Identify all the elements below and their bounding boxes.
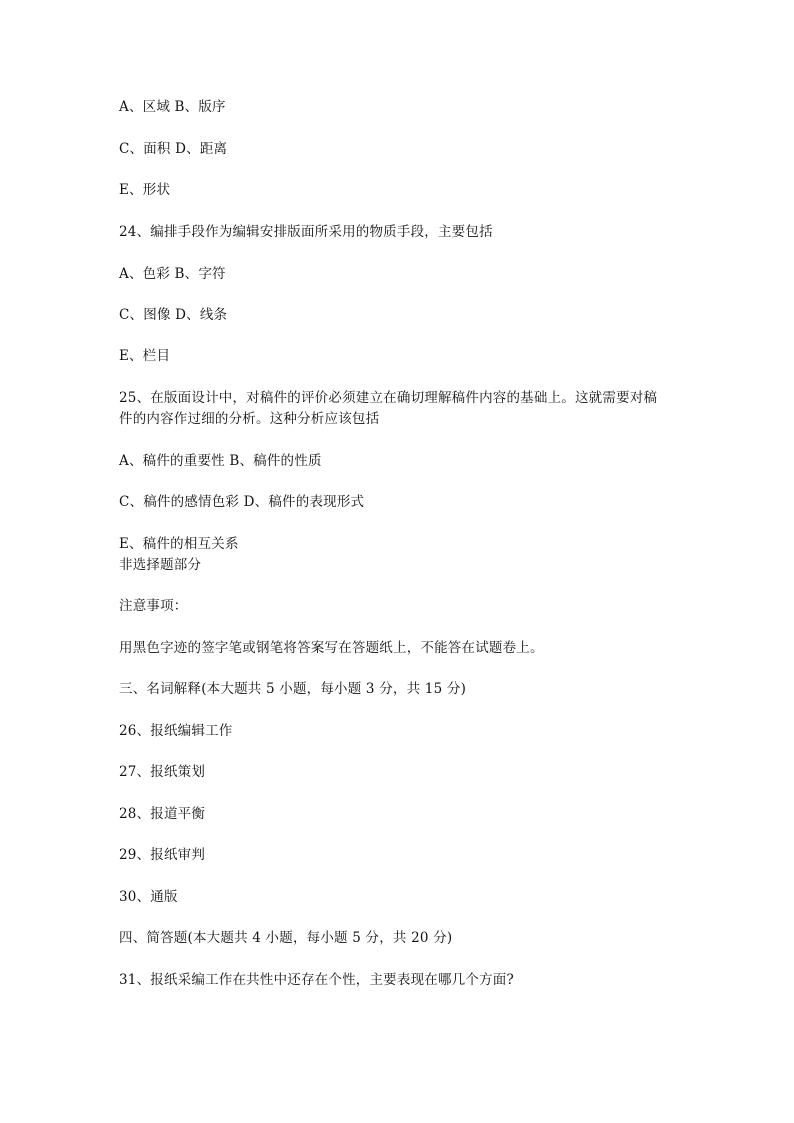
option-line-a-b-q24: A、色彩 B、字符	[119, 266, 226, 282]
question-27: 27、报纸策划	[119, 764, 206, 780]
option-line-c-d-q24: C、图像 D、线条	[119, 307, 228, 323]
option-line-e-q23: E、形状	[119, 182, 171, 198]
question-31: 31、报纸采编工作在共性中还存在个性，主要表现在哪几个方面?	[119, 972, 514, 988]
question-29: 29、报纸审判	[119, 847, 206, 863]
question-25-line-2: 件的内容作过细的分析。这种分析应该包括	[119, 411, 380, 427]
section-three-heading: 三、名词解释(本大题共 5 小题，每小题 3 分，共 15 分)	[119, 681, 467, 697]
notes-heading: 注意事项：	[119, 598, 188, 614]
option-line-a-b-q25: A、稿件的重要性 B、稿件的性质	[119, 453, 322, 469]
section-heading-non-choice: 非选择题部分	[119, 557, 202, 573]
option-line-e-q25: E、稿件的相互关系	[119, 536, 239, 552]
option-line-c-d-q25: C、稿件的感情色彩 D、稿件的表现形式	[119, 494, 365, 510]
option-line-c-d-q23: C、面积 D、距离	[119, 141, 228, 157]
question-28: 28、报道平衡	[119, 806, 206, 822]
option-line-a-b-q23: A、区域 B、版序	[119, 99, 226, 115]
option-line-e-q24: E、栏目	[119, 348, 171, 364]
question-26: 26、报纸编辑工作	[119, 723, 233, 739]
question-30: 30、通版	[119, 889, 178, 905]
question-24: 24、编排手段作为编辑安排版面所采用的物质手段，主要包括	[119, 224, 493, 240]
question-25-line-1: 25、在版面设计中，对稿件的评价必须建立在确切理解稿件内容的基础上。这就需要对稿	[119, 390, 658, 406]
section-four-heading: 四、简答题(本大题共 4 小题，每小题 5 分，共 20 分)	[119, 930, 453, 946]
notes-instruction: 用黑色字迹的签字笔或钢笔将答案写在答题纸上，不能答在试题卷上。	[119, 640, 544, 656]
